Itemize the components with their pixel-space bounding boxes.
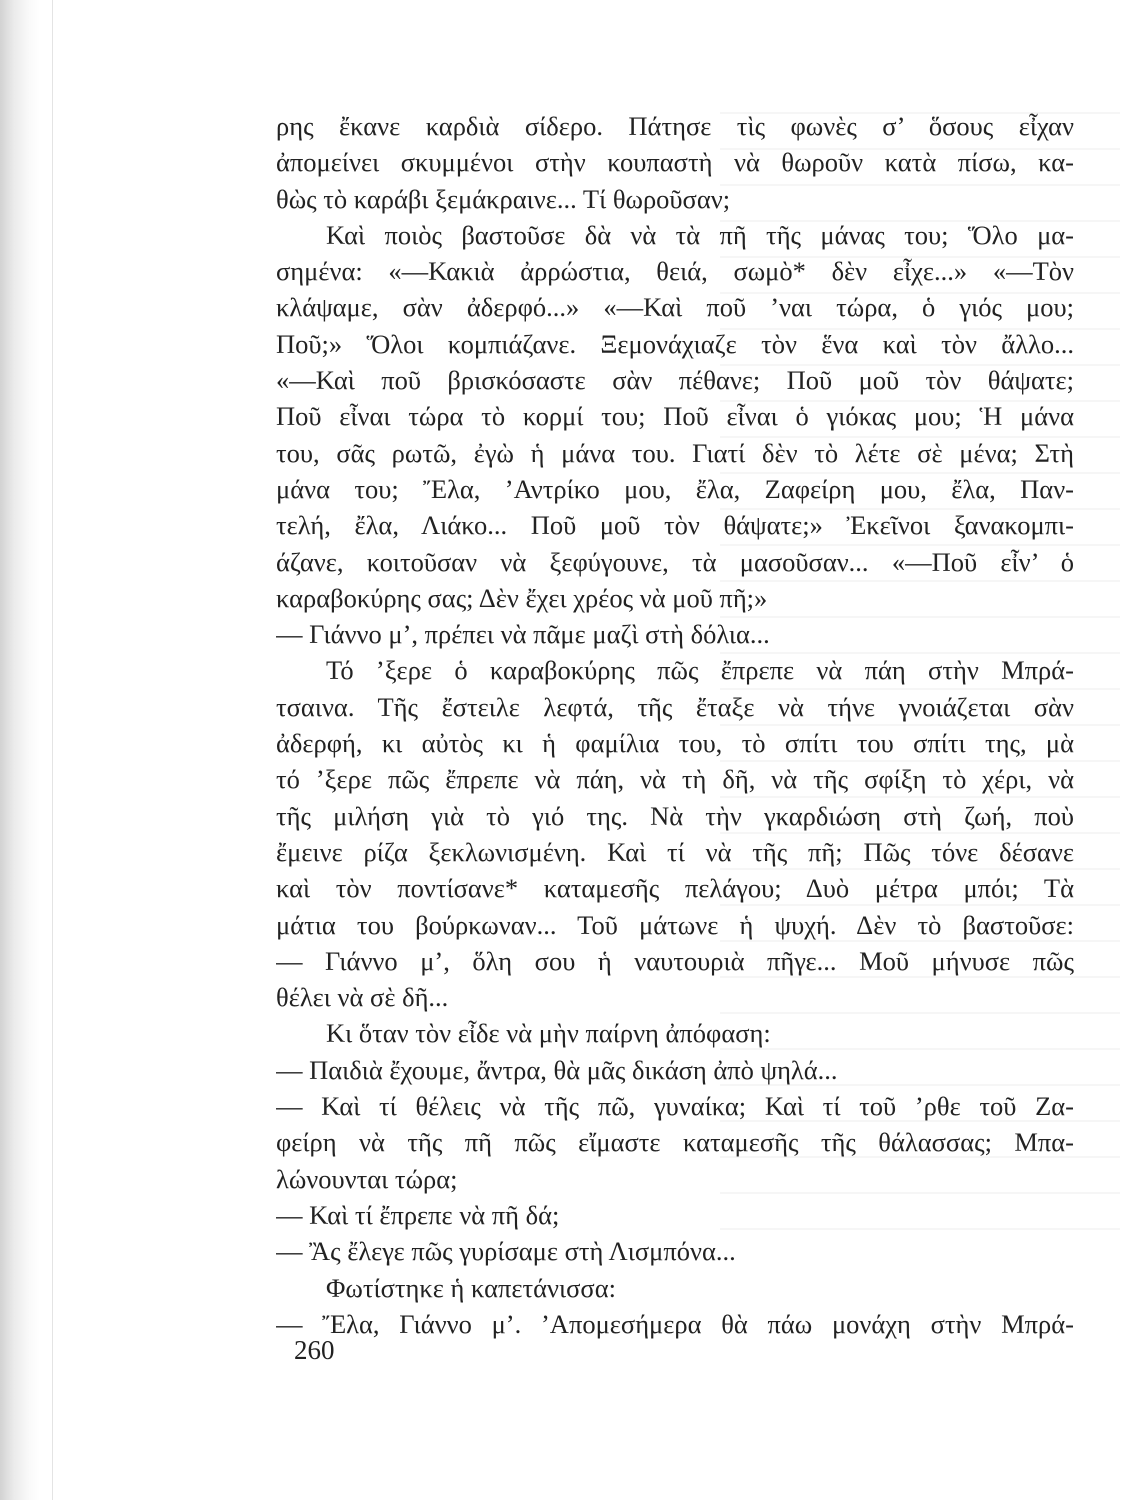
text-line: — Γιάννο μ’, ὅλη σου ἡ ναυτουριὰ πῆγε... Μοῦ μήνυσε πῶς — [276, 945, 1074, 976]
text-line: — Καὶ τί θέλεις νὰ τῆς πῶ, γυναίκα; Καὶ τί τοῦ ’ρθε τοῦ Ζα- — [276, 1091, 1074, 1122]
text-line: κλάψαμε, σὰν ἀδερφό...» «—Καὶ ποῦ ’ναι τώρα, ὁ γιός μου; — [276, 292, 1074, 323]
text-line: — Γιάννο μ’, πρέπει νὰ πᾶμε μαζὶ στὴ δόλια... — [276, 619, 770, 650]
text-line: μάτια του βούρκωναν... Τοῦ μάτωνε ἡ ψυχή. Δὲν τὸ βαστοῦσε: — [276, 909, 1074, 940]
text-line: ρης ἔκανε καρδιὰ σίδερο. Πάτησε τὶς φωνὲς σ’ ὅσους εἶχαν — [276, 111, 1074, 141]
text-line: — Ἔλα, Γιάννο μ’. ’Απομεσήμερα θὰ πάω μονάχη στὴν Μπρά- — [276, 1308, 1074, 1339]
text-line: καραβοκύρης σας; Δὲν ἔχει χρέος νὰ μοῦ πῆ;» — [276, 582, 768, 613]
text-line: τελή, ἔλα, Λιάκο... Ποῦ μοῦ τὸν θάψατε;» Ἐκεῖνοι ξανακομπι- — [276, 510, 1074, 541]
text-line: Φωτίστηκε ἡ καπετάνισσα: — [326, 1272, 616, 1303]
page-number: 260 — [294, 1335, 335, 1365]
text-line: ἀδερφή, κι αὐτὸς κι ἡ φαμίλια του, τὸ σπίτι του σπίτι της, μὰ — [276, 728, 1074, 759]
text-line: τό ’ξερε πῶς ἔπρεπε νὰ πάη, νὰ τὴ δῆ, νὰ τῆς σφίξη τὸ χέρι, νὰ — [276, 764, 1074, 795]
text-line: τσαινα. Τῆς ἔστειλε λεφτά, τῆς ἔταξε νὰ τήνε γνοιάζεται σὰν — [276, 691, 1074, 722]
text-line: Κι ὅταν τὸν εἶδε νὰ μὴν παίρνη ἀπόφαση: — [326, 1018, 771, 1049]
text-line: — Καὶ τί ἔπρεπε νὰ πῆ δά; — [276, 1199, 560, 1230]
binding-shadow — [0, 0, 40, 1500]
text-line: θέλει νὰ σὲ δῆ... — [276, 982, 449, 1013]
text-line: μάνα του; Ἔλα, ’Αντρίκο μου, ἔλα, Ζαφείρη μου, ἔλα, Παν- — [276, 473, 1074, 504]
page-edge — [52, 0, 53, 1500]
text-line: φείρη νὰ τῆς πῆ πῶς εἴμαστε καταμεσῆς τῆς θάλασσας; Μπα- — [276, 1127, 1074, 1158]
text-line: καὶ τὸν ποντίσανε* καταμεσῆς πελάγου; Δυὸ μέτρα μπόι; Τὰ — [276, 873, 1074, 904]
text-line: άζανε, κοιτοῦσαν νὰ ξεφύγουνε, τὰ μασοῦσαν... «—Ποῦ εἶν’ ὁ — [276, 546, 1074, 577]
text-line: τῆς μιλήση γιὰ τὸ γιό της. Νὰ τὴν γκαρδιώση στὴ ζωή, ποὺ — [276, 800, 1074, 831]
text-line: σημένα: «—Κακιὰ ἀρρώστια, θειά, σωμὸ* δὲν εἶχε...» «—Τὸν — [276, 256, 1074, 287]
text-line: Ποῦ;» Ὅλοι κομπιάζανε. Ξεμονάχιαζε τὸν ἕνα καὶ τὸν ἄλλο... — [276, 328, 1074, 359]
text-line: ἀπομείνει σκυμμένοι στὴν κουπαστὴ νὰ θωροῦν κατὰ πίσω, κα- — [276, 147, 1074, 178]
text-line: θὼς τὸ καράβι ξεμάκραινε... Τί θωροῦσαν; — [276, 183, 731, 214]
text-line: ἔμεινε ρίζα ξεκλωνισμένη. Καὶ τί νὰ τῆς πῆ; Πῶς τόνε δέσανε — [276, 836, 1074, 867]
text-line: του, σᾶς ρωτῶ, ἐγὼ ἡ μάνα του. Γιατί δὲν τὸ λέτε σὲ μένα; Στὴ — [276, 437, 1074, 468]
text-line: λώνουνται τώρα; — [276, 1163, 458, 1194]
body-text — [276, 108, 1074, 1342]
text-line: Τό ’ξερε ὁ καραβοκύρης πῶς ἔπρεπε νὰ πάη στὴν Μπρά- — [326, 655, 1074, 686]
text-line: «—Καὶ ποῦ βρισκόσαστε σὰν πέθανε; Ποῦ μοῦ τὸν θάψατε; — [276, 365, 1074, 396]
text-line: — Ἂς ἔλεγε πῶς γυρίσαμε στὴ Λισμπόνα... — [276, 1236, 736, 1267]
text-line: — Παιδιὰ ἔχουμε, ἄντρα, θὰ μᾶς δικάση ἀπὸ ψηλά... — [276, 1054, 838, 1085]
text-line: Ποῦ εἶναι τώρα τὸ κορμί του; Ποῦ εἶναι ὁ γιόκας μου; Ἡ μάνα — [276, 401, 1074, 432]
text-line: Καὶ ποιὸς βαστοῦσε δὰ νὰ τὰ πῆ τῆς μάνας του; Ὅλο μα- — [326, 219, 1074, 250]
